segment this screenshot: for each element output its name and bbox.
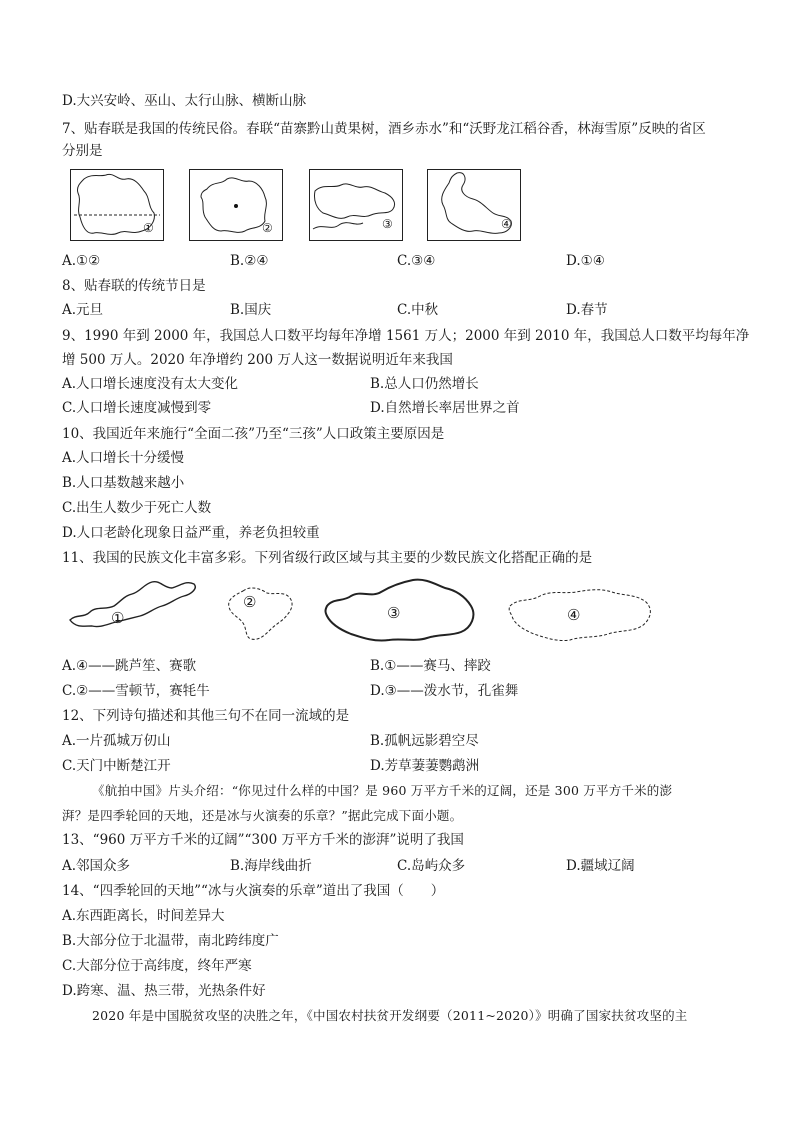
q12-option-b: B.孤帆远影碧空尽 — [370, 733, 479, 749]
q13-option-c: C.岛屿众多 — [397, 858, 466, 874]
q9-option-b: B.总人口仍然增长 — [370, 376, 479, 392]
q7-option-a: A.①② — [62, 253, 101, 269]
q11-map-2-label: ② — [243, 593, 257, 611]
q10-option-b: B.人口基数越来越小 — [62, 475, 185, 491]
q7-option-c: C.③④ — [397, 253, 436, 269]
q14-stem: 14、“四季轮回的天地”“冰与火演奏的乐章”道出了我国（ ） — [62, 883, 445, 899]
q12-option-a: A.一片孤城万仞山 — [62, 733, 171, 749]
q6-option-d: D.大兴安岭、巫山、太行山脉、横断山脉 — [62, 93, 307, 109]
q7-map-1 — [70, 169, 164, 241]
q14-option-a: A.东西距离长，时间差异大 — [62, 908, 225, 924]
q8-option-a: A.元旦 — [62, 302, 104, 318]
q7-map-1-label: ① — [143, 221, 154, 235]
q7-option-d: D.①④ — [566, 253, 605, 269]
q7-map-3 — [309, 169, 403, 241]
q11-map-4 — [506, 584, 656, 646]
q13-stem: 13、“960 万平方千米的辽阔”“300 万平方千米的澎湃”说明了我国 — [62, 832, 464, 848]
q13-option-b: B.海岸线曲折 — [230, 858, 312, 874]
q7-map-2-label: ② — [262, 221, 273, 235]
q9-option-d: D.自然增长率居世界之首 — [370, 400, 520, 416]
q8-option-d: D.春节 — [566, 302, 608, 318]
q8-option-b: B.国庆 — [230, 302, 272, 318]
q9-option-c: C.人口增长速度减慢到零 — [62, 400, 212, 416]
q11-option-d: D.③——泼水节，孔雀舞 — [370, 683, 519, 699]
q13-option-d: D.疆域辽阔 — [566, 858, 635, 874]
q10-option-d: D.人口老龄化现象日益严重，养老负担较重 — [62, 525, 320, 541]
q11-option-b: B.①——赛马、摔跤 — [370, 658, 491, 674]
q11-option-a: A.④——跳芦笙、赛歌 — [62, 658, 197, 674]
intro-passage2-line1: 2020 年是中国脱贫攻坚的决胜之年，《中国农村扶贫开发纲要（2011~2020）》明确了国家扶贫攻坚的主 — [92, 1008, 688, 1023]
q14-option-c: C.大部分位于高纬度，终年严寒 — [62, 958, 252, 974]
q12-option-c: C.天门中断楚江开 — [62, 758, 171, 774]
q7-map-4 — [427, 169, 521, 241]
q11-stem: 11、我国的民族文化丰富多彩。下列省级行政区域与其主要的少数民族文化搭配正确的是 — [62, 550, 593, 566]
q9-option-a: A.人口增长速度没有太大变化 — [62, 376, 239, 392]
q7-stem-line2: 分别是 — [62, 143, 103, 159]
q7-option-b: B.②④ — [230, 253, 269, 269]
q8-stem: 8、贴春联的传统节日是 — [62, 278, 206, 294]
q11-map-3-label: ③ — [387, 604, 401, 622]
q10-option-a: A.人口增长十分缓慢 — [62, 450, 185, 466]
q12-option-d: D.芳草萋萋鹦鹉洲 — [370, 758, 480, 774]
q11-map-1 — [66, 576, 200, 632]
q12-stem: 12、下列诗句描述和其他三句不在同一流域的是 — [62, 708, 350, 724]
q7-map-3-label: ③ — [382, 217, 393, 231]
q11-map-2 — [221, 583, 301, 645]
q8-option-c: C.中秋 — [397, 302, 439, 318]
q14-option-d: D.跨寒、温、热三带，光热条件好 — [62, 983, 266, 999]
q13-option-a: A.邻国众多 — [62, 858, 131, 874]
q9-stem-line2: 增 500 万人。2020 年净增约 200 万人这一数据说明近年来我国 — [62, 352, 453, 368]
q11-option-c: C.②——雪顿节，赛牦牛 — [62, 683, 210, 699]
q7-map-2 — [189, 169, 283, 241]
q10-stem: 10、我国近年来施行“全面二孩”乃至“三孩”人口政策主要原因是 — [62, 426, 445, 442]
q10-option-c: C.出生人数少于死亡人数 — [62, 500, 212, 516]
intro-passage-line1: 《航拍中国》片头介绍：“你见过什么样的中国？是 960 万平方千米的辽阔，还是 300 万平方千米的澎 — [92, 783, 673, 798]
q7-stem-line1: 7、贴春联是我国的传统民俗。春联“苗寨黔山黄果树，酒乡赤水”和“沃野龙江稻谷香，林海雪原”反映的省区 — [62, 121, 706, 137]
q9-stem-line1: 9、1990 年到 2000 年，我国总人口数平均每年净增 1561 万人；2000 年到 2010 年，我国总人口数平均每年净 — [62, 328, 750, 344]
q11-map-1-label: ① — [111, 609, 125, 627]
intro-passage-line2: 湃？是四季轮回的天地，还是冰与火演奏的乐章？”据此完成下面小题。 — [62, 808, 463, 823]
q11-map-3 — [321, 576, 481, 646]
q7-map-4-label: ④ — [501, 217, 512, 231]
q14-option-b: B.大部分位于北温带，南北跨纬度广 — [62, 933, 279, 949]
q11-map-4-label: ④ — [567, 606, 581, 624]
